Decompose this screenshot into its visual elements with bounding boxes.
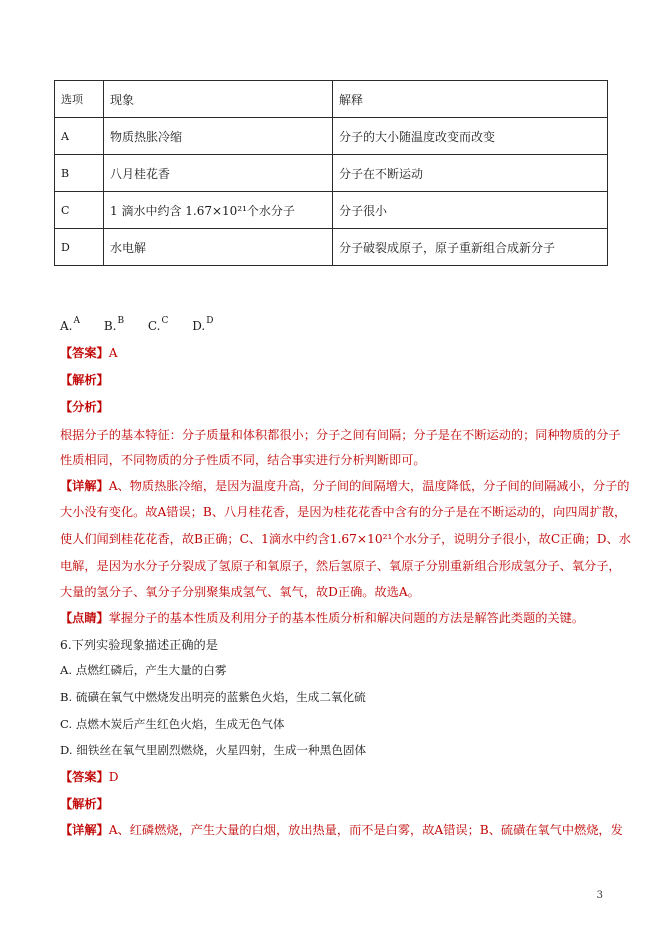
table-cell-explanation: 分子破裂成原子，原子重新组合成新分子 xyxy=(333,229,608,266)
q6-question: 6.下列实验现象描述正确的是 xyxy=(60,638,218,652)
table-header-row xyxy=(55,81,608,118)
table-cell-explanation: 分子在不断运动 xyxy=(333,155,608,192)
table-cell-phenomenon: 物质热胀冷缩 xyxy=(104,118,333,155)
table-cell-phenomenon: 八月桂花香 xyxy=(104,155,333,192)
table-header-cell: 选项 xyxy=(55,81,104,118)
table-cell-phenomenon: 1 滴水中约含 1.67×10²¹个水分子 xyxy=(104,192,333,229)
q5-dianjing: 【点睛】掌握分子的基本性质及利用分子的基本性质分析和解决问题的方法是解答此类题的关键。 xyxy=(60,611,585,625)
table-cell-option: D xyxy=(55,229,104,266)
option-b: B.$^B$ xyxy=(103,316,125,333)
q5-xiangjie-line: 大量的氢分子、氧分子分别聚集成氢气、氧气，故D正确。故选A。 xyxy=(60,585,420,599)
q6-analysis-tag: 【解析】 xyxy=(60,797,109,811)
q6-option: B. 硫磺在氧气中燃烧发出明亮的蓝紫色火焰，生成二氧化硫 xyxy=(60,690,366,704)
q5-xiangjie-line: 大小没有变化。故A错误；B、八月桂花香，是因为桂花花香中含有的分子是在不断运动的，向四周扩散， xyxy=(60,505,627,519)
table-row xyxy=(55,229,608,266)
table-cell-explanation: 分子的大小随温度改变而改变 xyxy=(333,118,608,155)
q5-fenxi-line: 性质相同，不同物质的分子性质不同，结合事实进行分析判断即可。 xyxy=(60,453,426,467)
option-d: D.$^D$ xyxy=(192,316,214,333)
q6-option: A. 点燃红磷后，产生大量的白雾 xyxy=(60,663,227,677)
q6-option: C. 点燃木炭后产生红色火焰，生成无色气体 xyxy=(60,717,285,731)
q5-fenxi-line: 根据分子的基本特征：分子质量和体积都很小；分子之间有间隔；分子是在不断运动的；同种物质的分子 xyxy=(60,428,621,442)
table-cell-explanation: 分子很小 xyxy=(333,192,608,229)
q6-option: D. 细铁丝在氧气里剧烈燃烧，火星四射，生成一种黑色固体 xyxy=(60,743,367,757)
q5-xiangjie-line: 使人们闻到桂花花香，故B正确；C、1滴水中约含1.67×10²¹个水分子，说明分子很小，故C正确；D、水 xyxy=(60,532,631,546)
q5-answer: 【答案】A xyxy=(60,346,118,360)
option-c: C.$^C$ xyxy=(147,316,169,333)
table-header-cell: 解释 xyxy=(333,81,608,118)
option-a: A.$^A$ xyxy=(60,316,80,333)
q5-xiangjie-line: 电解，是因为水分子分裂成了氢原子和氧原子，然后氢原子、氧原子分别重新组合形成氢分子、氧分子， xyxy=(60,559,621,573)
table-cell-option: A xyxy=(55,118,104,155)
q5-analysis-tag: 【解析】 xyxy=(60,373,109,387)
q5-fenxi-tag: 【分析】 xyxy=(60,400,109,414)
table-cell-phenomenon: 水电解 xyxy=(104,229,333,266)
table-row xyxy=(55,118,608,155)
q6-xiangjie-line: 【详解】A、红磷燃烧，产生大量的白烟，放出热量，而不是白雾，故A错误；B、硫磺在氧气中燃烧，发 xyxy=(60,823,623,837)
table-header-cell: 现象 xyxy=(104,81,333,118)
q6-answer: 【答案】D xyxy=(60,770,119,784)
table-cell-option: C xyxy=(55,192,104,229)
table-row xyxy=(55,155,608,192)
q5-options xyxy=(60,318,233,333)
q5-xiangjie-line: 【详解】A、物质热胀冷缩，是因为温度升高，分子间的间隔增大，温度降低，分子间的间隔减小，分子的 xyxy=(60,479,630,493)
page-number: 3 xyxy=(596,890,603,901)
table-row xyxy=(55,192,608,229)
table-cell-option: B xyxy=(55,155,104,192)
options-table xyxy=(54,80,608,266)
